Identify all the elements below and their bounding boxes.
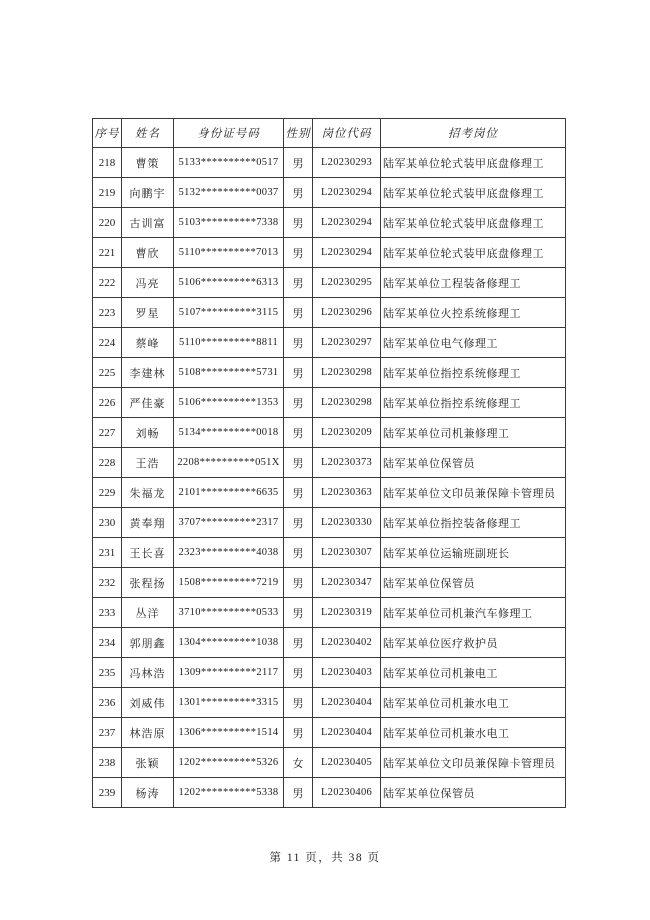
- table-row: [93, 508, 566, 538]
- table-header-row: [93, 119, 566, 148]
- cell-gender: 女: [284, 748, 313, 778]
- cell-seq: 238: [93, 748, 122, 778]
- cell-job-title: 陆军某单位运输班副班长: [381, 538, 566, 568]
- cell-name: 古训富: [122, 208, 174, 238]
- cell-name: 曹策: [122, 148, 174, 178]
- cell-id-number: 1304**********1038: [174, 628, 284, 658]
- cell-job-title: 陆军某单位指控装备修理工: [381, 508, 566, 538]
- cell-id-number: 2208**********051X: [174, 448, 284, 478]
- cell-job-code: L20230373: [313, 448, 381, 478]
- cell-gender: 男: [284, 238, 313, 268]
- cell-name: 林浩原: [122, 718, 174, 748]
- cell-gender: 男: [284, 628, 313, 658]
- cell-job-code: L20230404: [313, 688, 381, 718]
- cell-id-number: 5106**********1353: [174, 388, 284, 418]
- cell-job-code: L20230295: [313, 268, 381, 298]
- table-row: [93, 388, 566, 418]
- cell-job-title: 陆军某单位轮式装甲底盘修理工: [381, 238, 566, 268]
- cell-job-code: L20230404: [313, 718, 381, 748]
- cell-job-title: 陆军某单位轮式装甲底盘修理工: [381, 148, 566, 178]
- cell-name: 黄奉翔: [122, 508, 174, 538]
- cell-job-title: 陆军某单位保管员: [381, 568, 566, 598]
- cell-job-code: L20230307: [313, 538, 381, 568]
- cell-job-code: L20230294: [313, 208, 381, 238]
- cell-seq: 225: [93, 358, 122, 388]
- cell-name: 严佳豪: [122, 388, 174, 418]
- cell-id-number: 1202**********5338: [174, 778, 284, 808]
- cell-name: 王长喜: [122, 538, 174, 568]
- cell-job-code: L20230297: [313, 328, 381, 358]
- cell-seq: 229: [93, 478, 122, 508]
- cell-id-number: 5103**********7338: [174, 208, 284, 238]
- cell-name: 张颖: [122, 748, 174, 778]
- table-row: [93, 178, 566, 208]
- cell-seq: 218: [93, 148, 122, 178]
- cell-id-number: 2101**********6635: [174, 478, 284, 508]
- cell-seq: 220: [93, 208, 122, 238]
- cell-seq: 237: [93, 718, 122, 748]
- cell-name: 张程扬: [122, 568, 174, 598]
- table-row: [93, 148, 566, 178]
- table-row: [93, 328, 566, 358]
- header-row: [93, 119, 566, 148]
- cell-seq: 233: [93, 598, 122, 628]
- column-header-seq: 序号: [93, 119, 122, 148]
- table-row: [93, 688, 566, 718]
- cell-gender: 男: [284, 358, 313, 388]
- table-row: [93, 268, 566, 298]
- cell-gender: 男: [284, 598, 313, 628]
- cell-job-code: L20230330: [313, 508, 381, 538]
- cell-job-title: 陆军某单位医疗救护员: [381, 628, 566, 658]
- cell-name: 王浩: [122, 448, 174, 478]
- table-row: [93, 538, 566, 568]
- table-row: [93, 298, 566, 328]
- cell-seq: 235: [93, 658, 122, 688]
- cell-id-number: 5134**********0018: [174, 418, 284, 448]
- cell-gender: 男: [284, 178, 313, 208]
- cell-seq: 231: [93, 538, 122, 568]
- cell-job-code: L20230209: [313, 418, 381, 448]
- cell-name: 李建林: [122, 358, 174, 388]
- cell-name: 曹欣: [122, 238, 174, 268]
- cell-job-code: L20230294: [313, 178, 381, 208]
- cell-gender: 男: [284, 508, 313, 538]
- table-row: [93, 658, 566, 688]
- cell-gender: 男: [284, 268, 313, 298]
- table-row: [93, 208, 566, 238]
- cell-id-number: 1508**********7219: [174, 568, 284, 598]
- table-row: [93, 448, 566, 478]
- cell-job-code: L20230347: [313, 568, 381, 598]
- cell-gender: 男: [284, 568, 313, 598]
- cell-gender: 男: [284, 298, 313, 328]
- cell-job-code: L20230298: [313, 388, 381, 418]
- cell-name: 朱福龙: [122, 478, 174, 508]
- cell-gender: 男: [284, 778, 313, 808]
- cell-gender: 男: [284, 688, 313, 718]
- cell-name: 丛洋: [122, 598, 174, 628]
- cell-id-number: 3707**********2317: [174, 508, 284, 538]
- cell-job-title: 陆军某单位工程装备修理工: [381, 268, 566, 298]
- cell-job-code: L20230319: [313, 598, 381, 628]
- cell-job-code: L20230403: [313, 658, 381, 688]
- cell-id-number: 1306**********1514: [174, 718, 284, 748]
- cell-id-number: 1301**********3315: [174, 688, 284, 718]
- cell-seq: 219: [93, 178, 122, 208]
- cell-job-title: 陆军某单位司机兼电工: [381, 658, 566, 688]
- cell-job-code: L20230298: [313, 358, 381, 388]
- cell-job-code: L20230294: [313, 238, 381, 268]
- cell-id-number: 5110**********8811: [174, 328, 284, 358]
- cell-seq: 227: [93, 418, 122, 448]
- cell-gender: 男: [284, 718, 313, 748]
- cell-gender: 男: [284, 388, 313, 418]
- column-header-id-number: 身份证号码: [174, 119, 284, 148]
- cell-name: 杨涛: [122, 778, 174, 808]
- cell-name: 冯林浩: [122, 658, 174, 688]
- cell-job-code: L20230293: [313, 148, 381, 178]
- cell-name: 冯亮: [122, 268, 174, 298]
- cell-job-title: 陆军某单位司机兼水电工: [381, 688, 566, 718]
- table-row: [93, 778, 566, 808]
- cell-name: 刘畅: [122, 418, 174, 448]
- table-row: [93, 628, 566, 658]
- cell-seq: 234: [93, 628, 122, 658]
- cell-job-code: L20230296: [313, 298, 381, 328]
- cell-seq: 236: [93, 688, 122, 718]
- cell-seq: 221: [93, 238, 122, 268]
- table-row: [93, 418, 566, 448]
- cell-id-number: 5110**********7013: [174, 238, 284, 268]
- cell-name: 蔡峰: [122, 328, 174, 358]
- column-header-gender: 性别: [284, 119, 313, 148]
- roster-table: [92, 118, 566, 808]
- cell-id-number: 5133**********0517: [174, 148, 284, 178]
- cell-name: 郭朋鑫: [122, 628, 174, 658]
- table-row: [93, 478, 566, 508]
- cell-job-code: L20230363: [313, 478, 381, 508]
- page-number-footer: 第 11 页，共 38 页: [269, 852, 381, 864]
- cell-job-title: 陆军某单位轮式装甲底盘修理工: [381, 178, 566, 208]
- table-row: [93, 598, 566, 628]
- cell-seq: 224: [93, 328, 122, 358]
- cell-job-title: 陆军某单位保管员: [381, 448, 566, 478]
- cell-gender: 男: [284, 328, 313, 358]
- column-header-job-code: 岗位代码: [313, 119, 381, 148]
- cell-job-title: 陆军某单位电气修理工: [381, 328, 566, 358]
- table-row: [93, 568, 566, 598]
- cell-gender: 男: [284, 208, 313, 238]
- table-row: [93, 748, 566, 778]
- cell-job-title: 陆军某单位指控系统修理工: [381, 358, 566, 388]
- cell-job-title: 陆军某单位指控系统修理工: [381, 388, 566, 418]
- column-header-job-title: 招考岗位: [381, 119, 566, 148]
- cell-seq: 226: [93, 388, 122, 418]
- cell-seq: 223: [93, 298, 122, 328]
- cell-job-title: 陆军某单位司机兼修理工: [381, 418, 566, 448]
- cell-job-code: L20230406: [313, 778, 381, 808]
- cell-id-number: 1309**********2117: [174, 658, 284, 688]
- table-row: [93, 358, 566, 388]
- cell-id-number: 5108**********5731: [174, 358, 284, 388]
- cell-seq: 230: [93, 508, 122, 538]
- cell-name: 向鹏宇: [122, 178, 174, 208]
- cell-job-title: 陆军某单位司机兼水电工: [381, 718, 566, 748]
- cell-gender: 男: [284, 478, 313, 508]
- cell-job-code: L20230405: [313, 748, 381, 778]
- table-row: [93, 718, 566, 748]
- cell-seq: 232: [93, 568, 122, 598]
- cell-id-number: 3710**********0533: [174, 598, 284, 628]
- cell-gender: 男: [284, 148, 313, 178]
- cell-job-title: 陆军某单位文印员兼保障卡管理员: [381, 748, 566, 778]
- cell-job-title: 陆军某单位保管员: [381, 778, 566, 808]
- table-body: [93, 148, 566, 808]
- table-row: [93, 238, 566, 268]
- cell-job-title: 陆军某单位火控系统修理工: [381, 298, 566, 328]
- cell-job-title: 陆军某单位轮式装甲底盘修理工: [381, 208, 566, 238]
- cell-id-number: 5106**********6313: [174, 268, 284, 298]
- cell-gender: 男: [284, 538, 313, 568]
- cell-gender: 男: [284, 448, 313, 478]
- cell-seq: 239: [93, 778, 122, 808]
- cell-seq: 228: [93, 448, 122, 478]
- cell-gender: 男: [284, 658, 313, 688]
- cell-job-title: 陆军某单位文印员兼保障卡管理员: [381, 478, 566, 508]
- cell-id-number: 5107**********3115: [174, 298, 284, 328]
- cell-id-number: 2323**********4038: [174, 538, 284, 568]
- cell-job-title: 陆军某单位司机兼汽车修理工: [381, 598, 566, 628]
- cell-name: 罗星: [122, 298, 174, 328]
- cell-gender: 男: [284, 418, 313, 448]
- cell-seq: 222: [93, 268, 122, 298]
- column-header-name: 姓名: [122, 119, 174, 148]
- cell-job-code: L20230402: [313, 628, 381, 658]
- cell-id-number: 5132**********0037: [174, 178, 284, 208]
- cell-name: 刘威伟: [122, 688, 174, 718]
- cell-id-number: 1202**********5326: [174, 748, 284, 778]
